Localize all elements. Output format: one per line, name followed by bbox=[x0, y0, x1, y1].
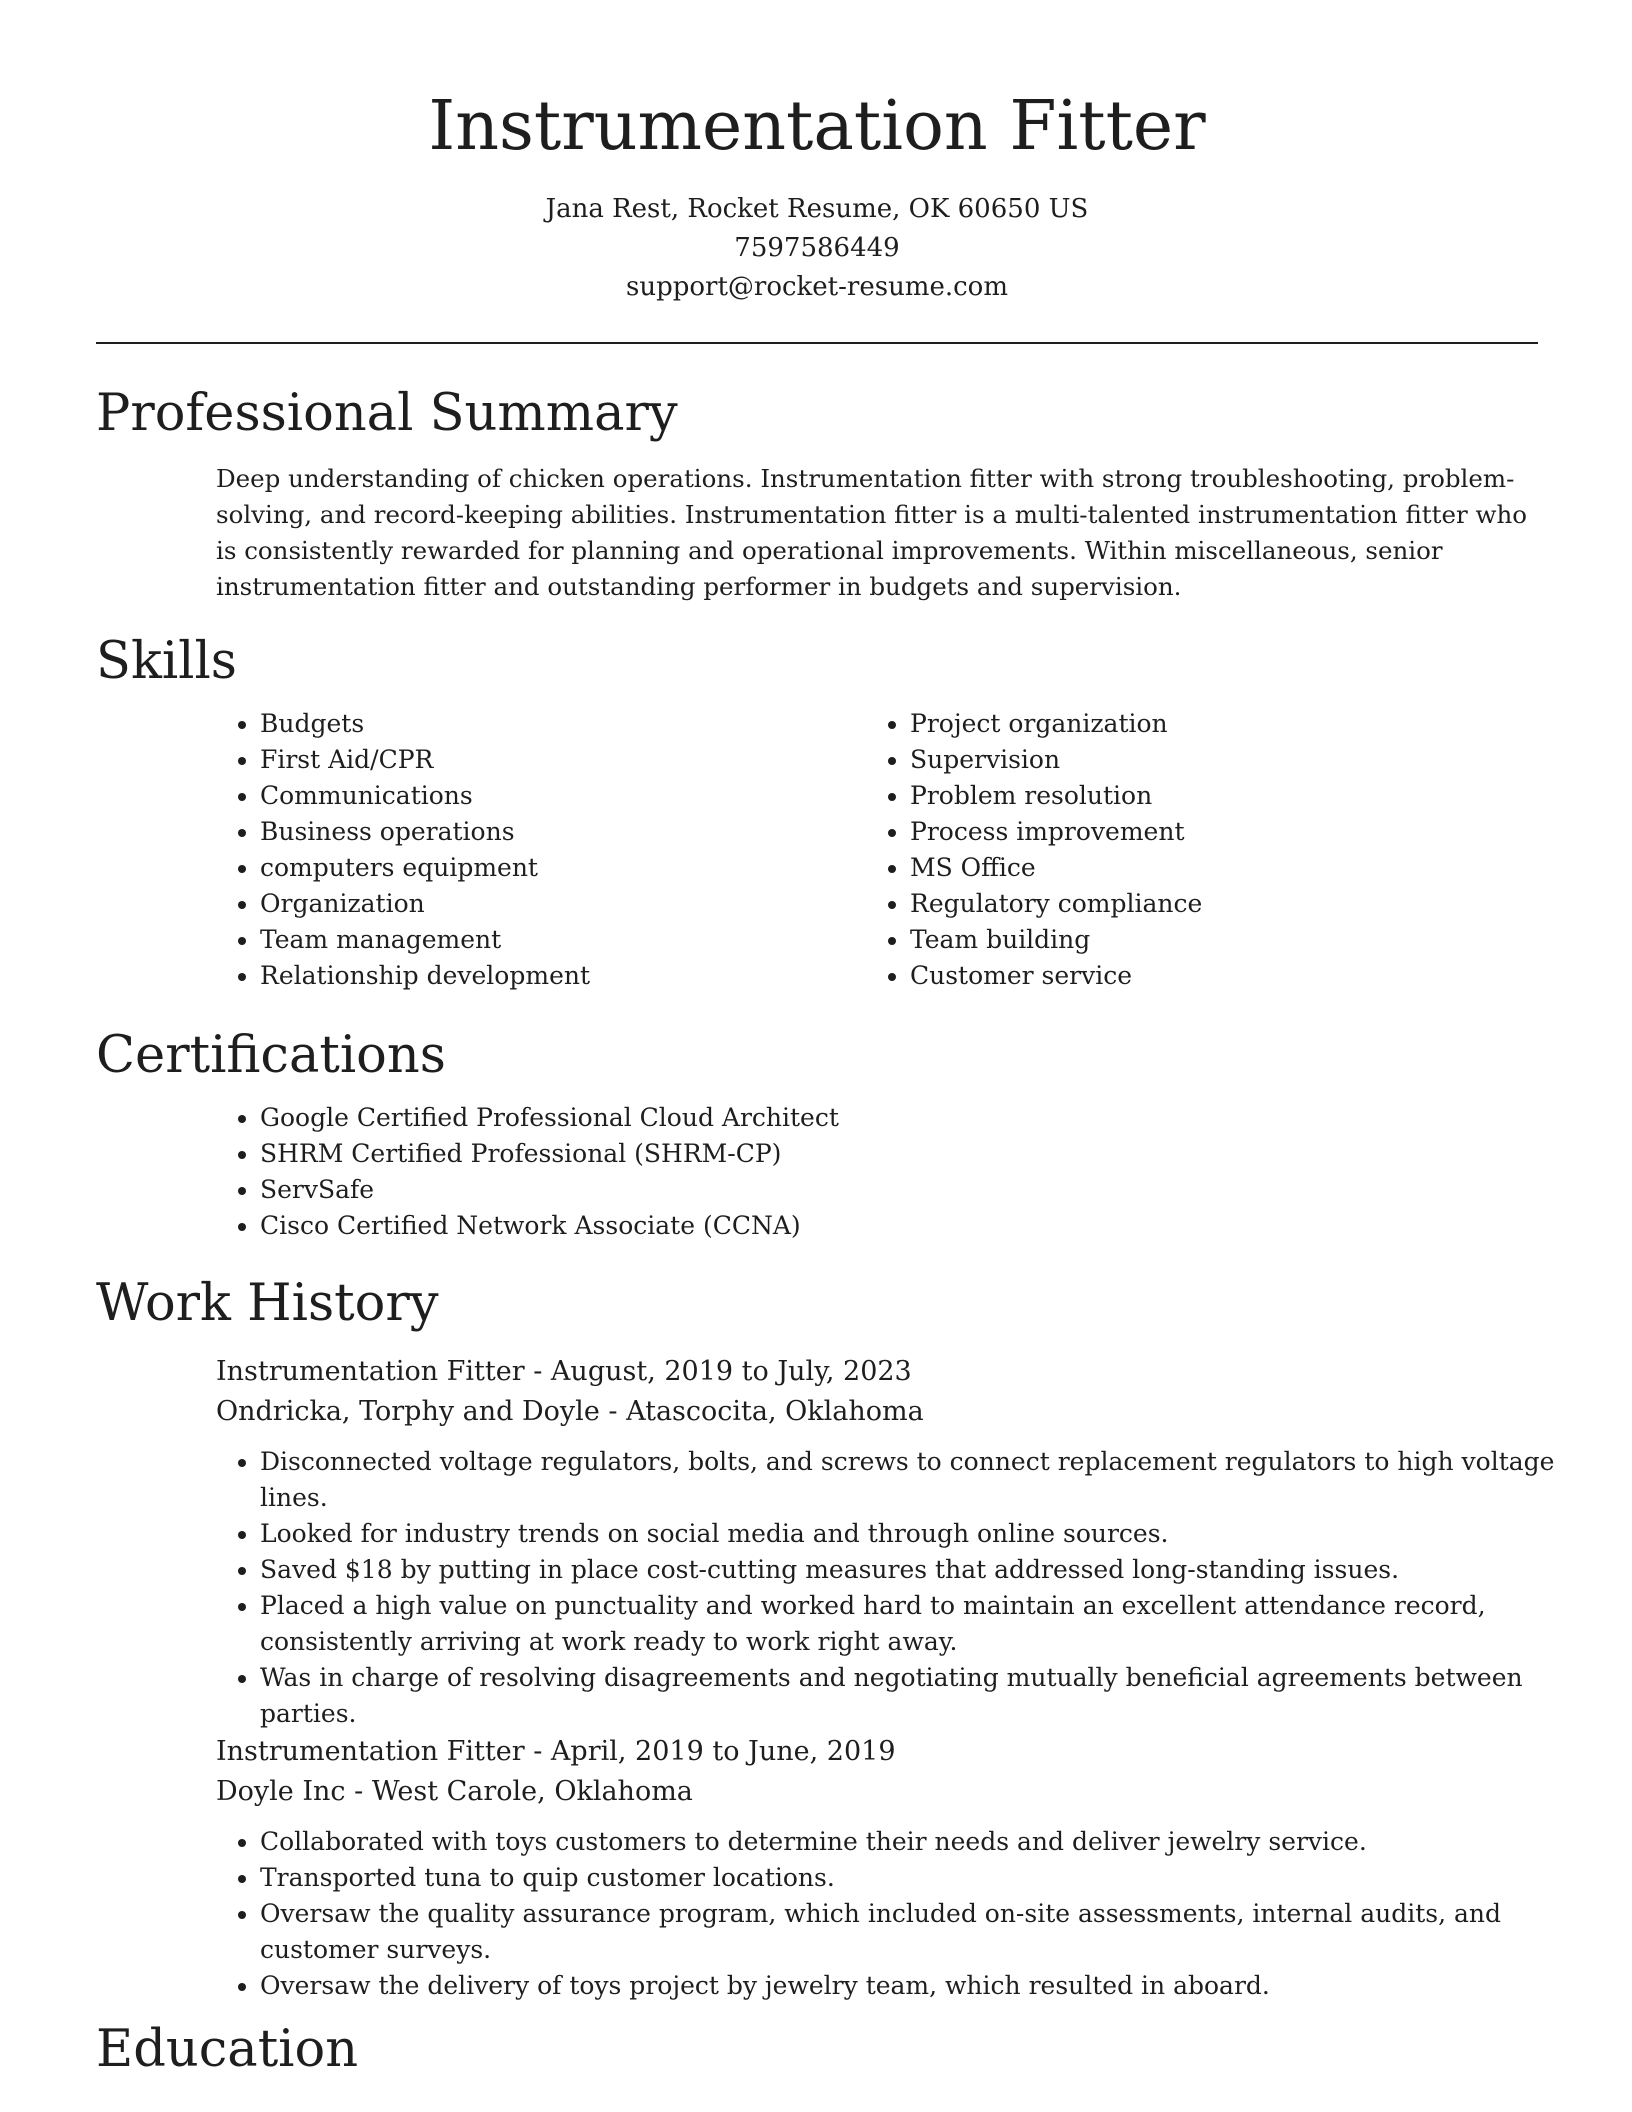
certifications-list bbox=[216, 1100, 1460, 1244]
job-company-line: Doyle Inc - West Carole, Oklahoma bbox=[216, 1776, 693, 1807]
list-item: • SHRM Certified Professional (SHRM-CP) bbox=[260, 1136, 1460, 1172]
section-heading-work-history: Work History bbox=[96, 1274, 439, 1333]
list-item: • Collaborated with toys customers to determine their needs and deliver jewelry service. bbox=[260, 1824, 1582, 1860]
list-item: • Budgets bbox=[260, 706, 860, 742]
list-item: • Disconnected voltage regulators, bolts, and screws to connect replacement regulators to high voltage lines. bbox=[260, 1444, 1582, 1516]
contact-block bbox=[96, 190, 1538, 307]
list-item: • Transported tuna to quip customer locations. bbox=[260, 1860, 1582, 1896]
list-item: • computers equipment bbox=[260, 850, 860, 886]
list-item: • MS Office bbox=[910, 850, 1510, 886]
list-item: • Looked for industry trends on social media and through online sources. bbox=[260, 1516, 1582, 1552]
list-item: • Customer service bbox=[910, 958, 1510, 994]
section-heading-summary: Professional Summary bbox=[96, 384, 678, 443]
list-item: • Team management bbox=[260, 922, 860, 958]
section-heading-education: Education bbox=[96, 2020, 359, 2079]
list-item: • Was in charge of resolving disagreements and negotiating mutually beneficial agreements between parties. bbox=[260, 1660, 1582, 1732]
job-title-line: Instrumentation Fitter - April, 2019 to June, 2019 bbox=[216, 1736, 896, 1767]
summary-text: Deep understanding of chicken operations. Instrumentation fitter with strong troubleshooting, problem-solving, and record-keeping abilities. Instrumentation fitter is a multi-talented instrumentation fitter who is consistently rewarded for planning and operational improvements. Within miscellaneous, senior instrumentation fitter and outstanding performer in budgets and supervision. bbox=[216, 464, 1527, 601]
list-item: • Process improvement bbox=[910, 814, 1510, 850]
contact-phone: 7597586449 bbox=[734, 233, 900, 263]
list-item: • Placed a high value on punctuality and worked hard to maintain an excellent attendance record, consistently arriving at work ready to work right away. bbox=[260, 1588, 1582, 1660]
list-item: • Regulatory compliance bbox=[910, 886, 1510, 922]
list-item: • Cisco Certified Network Associate (CCNA) bbox=[260, 1208, 1460, 1244]
job-bullets bbox=[216, 1444, 1582, 1732]
job-company-line: Ondricka, Torphy and Doyle - Atascocita, Oklahoma bbox=[216, 1396, 924, 1427]
list-item: • Relationship development bbox=[260, 958, 860, 994]
list-item: • Oversaw the delivery of toys project by jewelry team, which resulted in aboard. bbox=[260, 1968, 1582, 2004]
list-item: • Team building bbox=[910, 922, 1510, 958]
header-divider bbox=[96, 342, 1538, 344]
list-item: • Oversaw the quality assurance program, which included on-site assessments, internal audits, and customer surveys. bbox=[260, 1896, 1582, 1968]
list-item: • Supervision bbox=[910, 742, 1510, 778]
section-heading-skills: Skills bbox=[96, 632, 237, 691]
list-item: • Project organization bbox=[910, 706, 1510, 742]
job-title-line: Instrumentation Fitter - August, 2019 to July, 2023 bbox=[216, 1356, 912, 1387]
list-item: • Business operations bbox=[260, 814, 860, 850]
contact-email: support@rocket-resume.com bbox=[625, 272, 1008, 302]
list-item: • ServSafe bbox=[260, 1172, 1460, 1208]
skills-list-right bbox=[866, 706, 1510, 994]
list-item: • Communications bbox=[260, 778, 860, 814]
list-item: • First Aid/CPR bbox=[260, 742, 860, 778]
list-item: • Google Certified Professional Cloud Architect bbox=[260, 1100, 1460, 1136]
section-heading-certifications: Certifications bbox=[96, 1026, 446, 1085]
skills-list-left bbox=[216, 706, 860, 994]
list-item: • Problem resolution bbox=[910, 778, 1510, 814]
contact-address: Jana Rest, Rocket Resume, OK 60650 US bbox=[545, 194, 1089, 224]
job-bullets bbox=[216, 1824, 1582, 2004]
list-item: • Organization bbox=[260, 886, 860, 922]
resume-title: Instrumentation Fitter bbox=[428, 87, 1206, 166]
list-item: • Saved $18 by putting in place cost-cutting measures that addressed long-standing issues. bbox=[260, 1552, 1582, 1588]
